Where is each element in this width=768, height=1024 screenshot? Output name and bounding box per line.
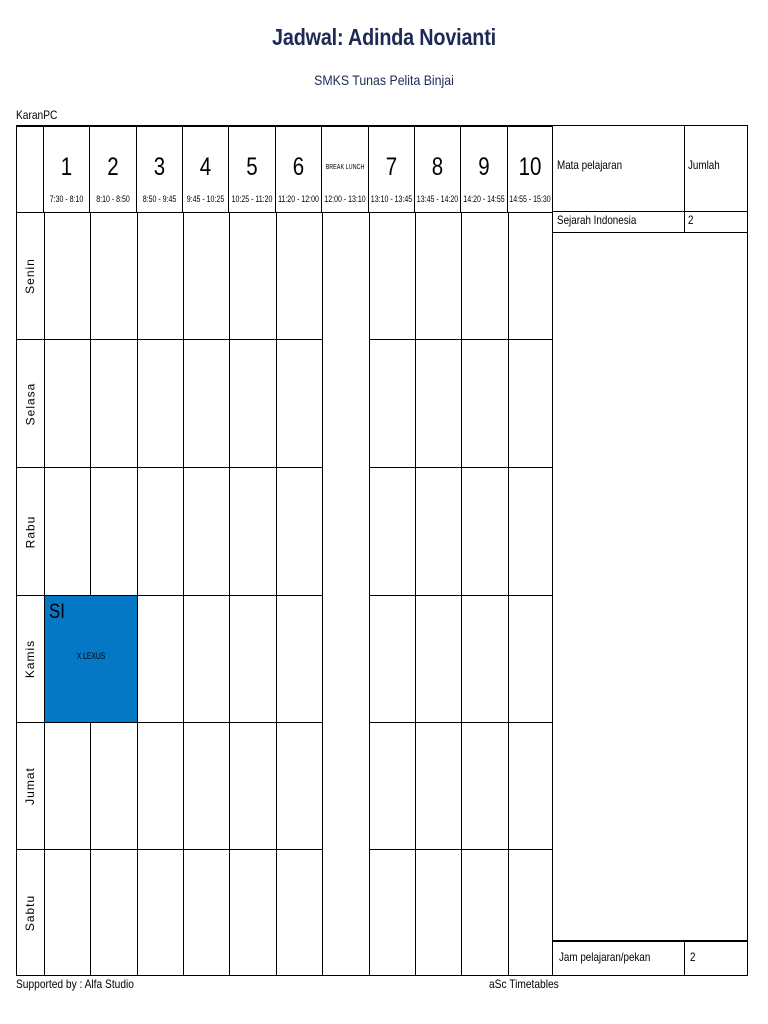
subject-count: 2 [688,213,694,227]
period-number: 1 [60,153,73,181]
day-label-jumat: Jumat [23,767,37,805]
period-time: 14:20 - 14:55 [463,194,505,204]
period-time: 8:10 - 8:50 [96,194,130,204]
total-label: Jam pelajaran/pekan [559,950,651,964]
period-time: 10:25 - 11:20 [231,194,273,204]
period-number: 4 [199,153,212,181]
period-header [183,127,229,212]
break-header [322,127,369,212]
day-label-rabu: Rabu [23,515,37,548]
column-divider [229,212,230,975]
room-label: KaranPC [16,108,58,122]
period-time: 9:45 - 10:25 [186,194,225,204]
column-divider [90,212,91,975]
period-header [90,127,137,212]
period-number: 7 [385,153,398,181]
period-header [415,127,461,212]
lesson-card[interactable] [44,595,138,723]
period-number: 2 [107,153,119,181]
subject-header: Mata pelajaran [557,158,623,172]
header-divider [553,211,747,212]
corner-cell [17,127,44,212]
period-time: 11:20 - 12:00 [278,194,319,204]
column-divider [461,212,462,975]
period-time: 13:10 - 13:45 [370,194,413,204]
count-header: Jumlah [688,158,720,172]
day-label-selasa: Selasa [23,382,38,425]
footer-credit: Supported by : Alfa Studio [16,977,134,991]
column-divider [183,212,184,975]
period-number: 6 [292,153,305,181]
subject-name: Sejarah Indonesia [557,213,637,227]
timetable-grid [16,125,553,976]
column-divider [508,212,509,975]
period-time: 14:55 - 15:30 [509,194,551,204]
column-divider [684,211,685,232]
period-header [137,127,183,212]
period-header [369,127,415,212]
period-header [461,127,508,212]
column-divider [276,212,277,975]
period-number: 8 [431,153,444,181]
day-label-kamis: Kamis [23,639,37,679]
total-value: 2 [690,950,696,964]
school-name: SMKS Tunas Pelita Binjai [314,72,454,88]
period-number: 9 [478,153,490,181]
break-label: BREAK LUNCH [325,164,365,171]
column-divider [415,212,416,975]
column-divider [684,941,685,975]
row-divider [553,232,747,233]
period-time: 8:50 - 9:45 [142,194,177,204]
period-number: 10 [518,153,542,181]
period-time: 13:45 - 14:20 [416,194,459,204]
period-header [508,127,552,212]
lesson-code: SI [49,600,65,623]
period-number: 3 [153,153,166,181]
footer-software: aSc Timetables [489,977,559,991]
column-divider [137,212,138,975]
day-label-senin: Senin [23,258,38,294]
column-divider [322,212,323,975]
lesson-class: X LEXUS [76,651,106,661]
period-time: 12:00 - 13:10 [324,194,366,204]
period-header [276,127,322,212]
page-title: Jadwal: Adinda Novianti [272,24,496,50]
header-divider [17,212,552,213]
period-number: 5 [246,153,258,181]
day-label-sabtu: Sabtu [23,894,38,932]
subjects-panel [553,125,748,976]
column-divider [369,212,370,975]
column-divider [684,126,685,211]
period-time: 7:30 - 8:10 [49,194,84,204]
period-header [44,127,90,212]
period-header [229,127,276,212]
column-divider [44,212,45,975]
total-divider [553,940,747,942]
